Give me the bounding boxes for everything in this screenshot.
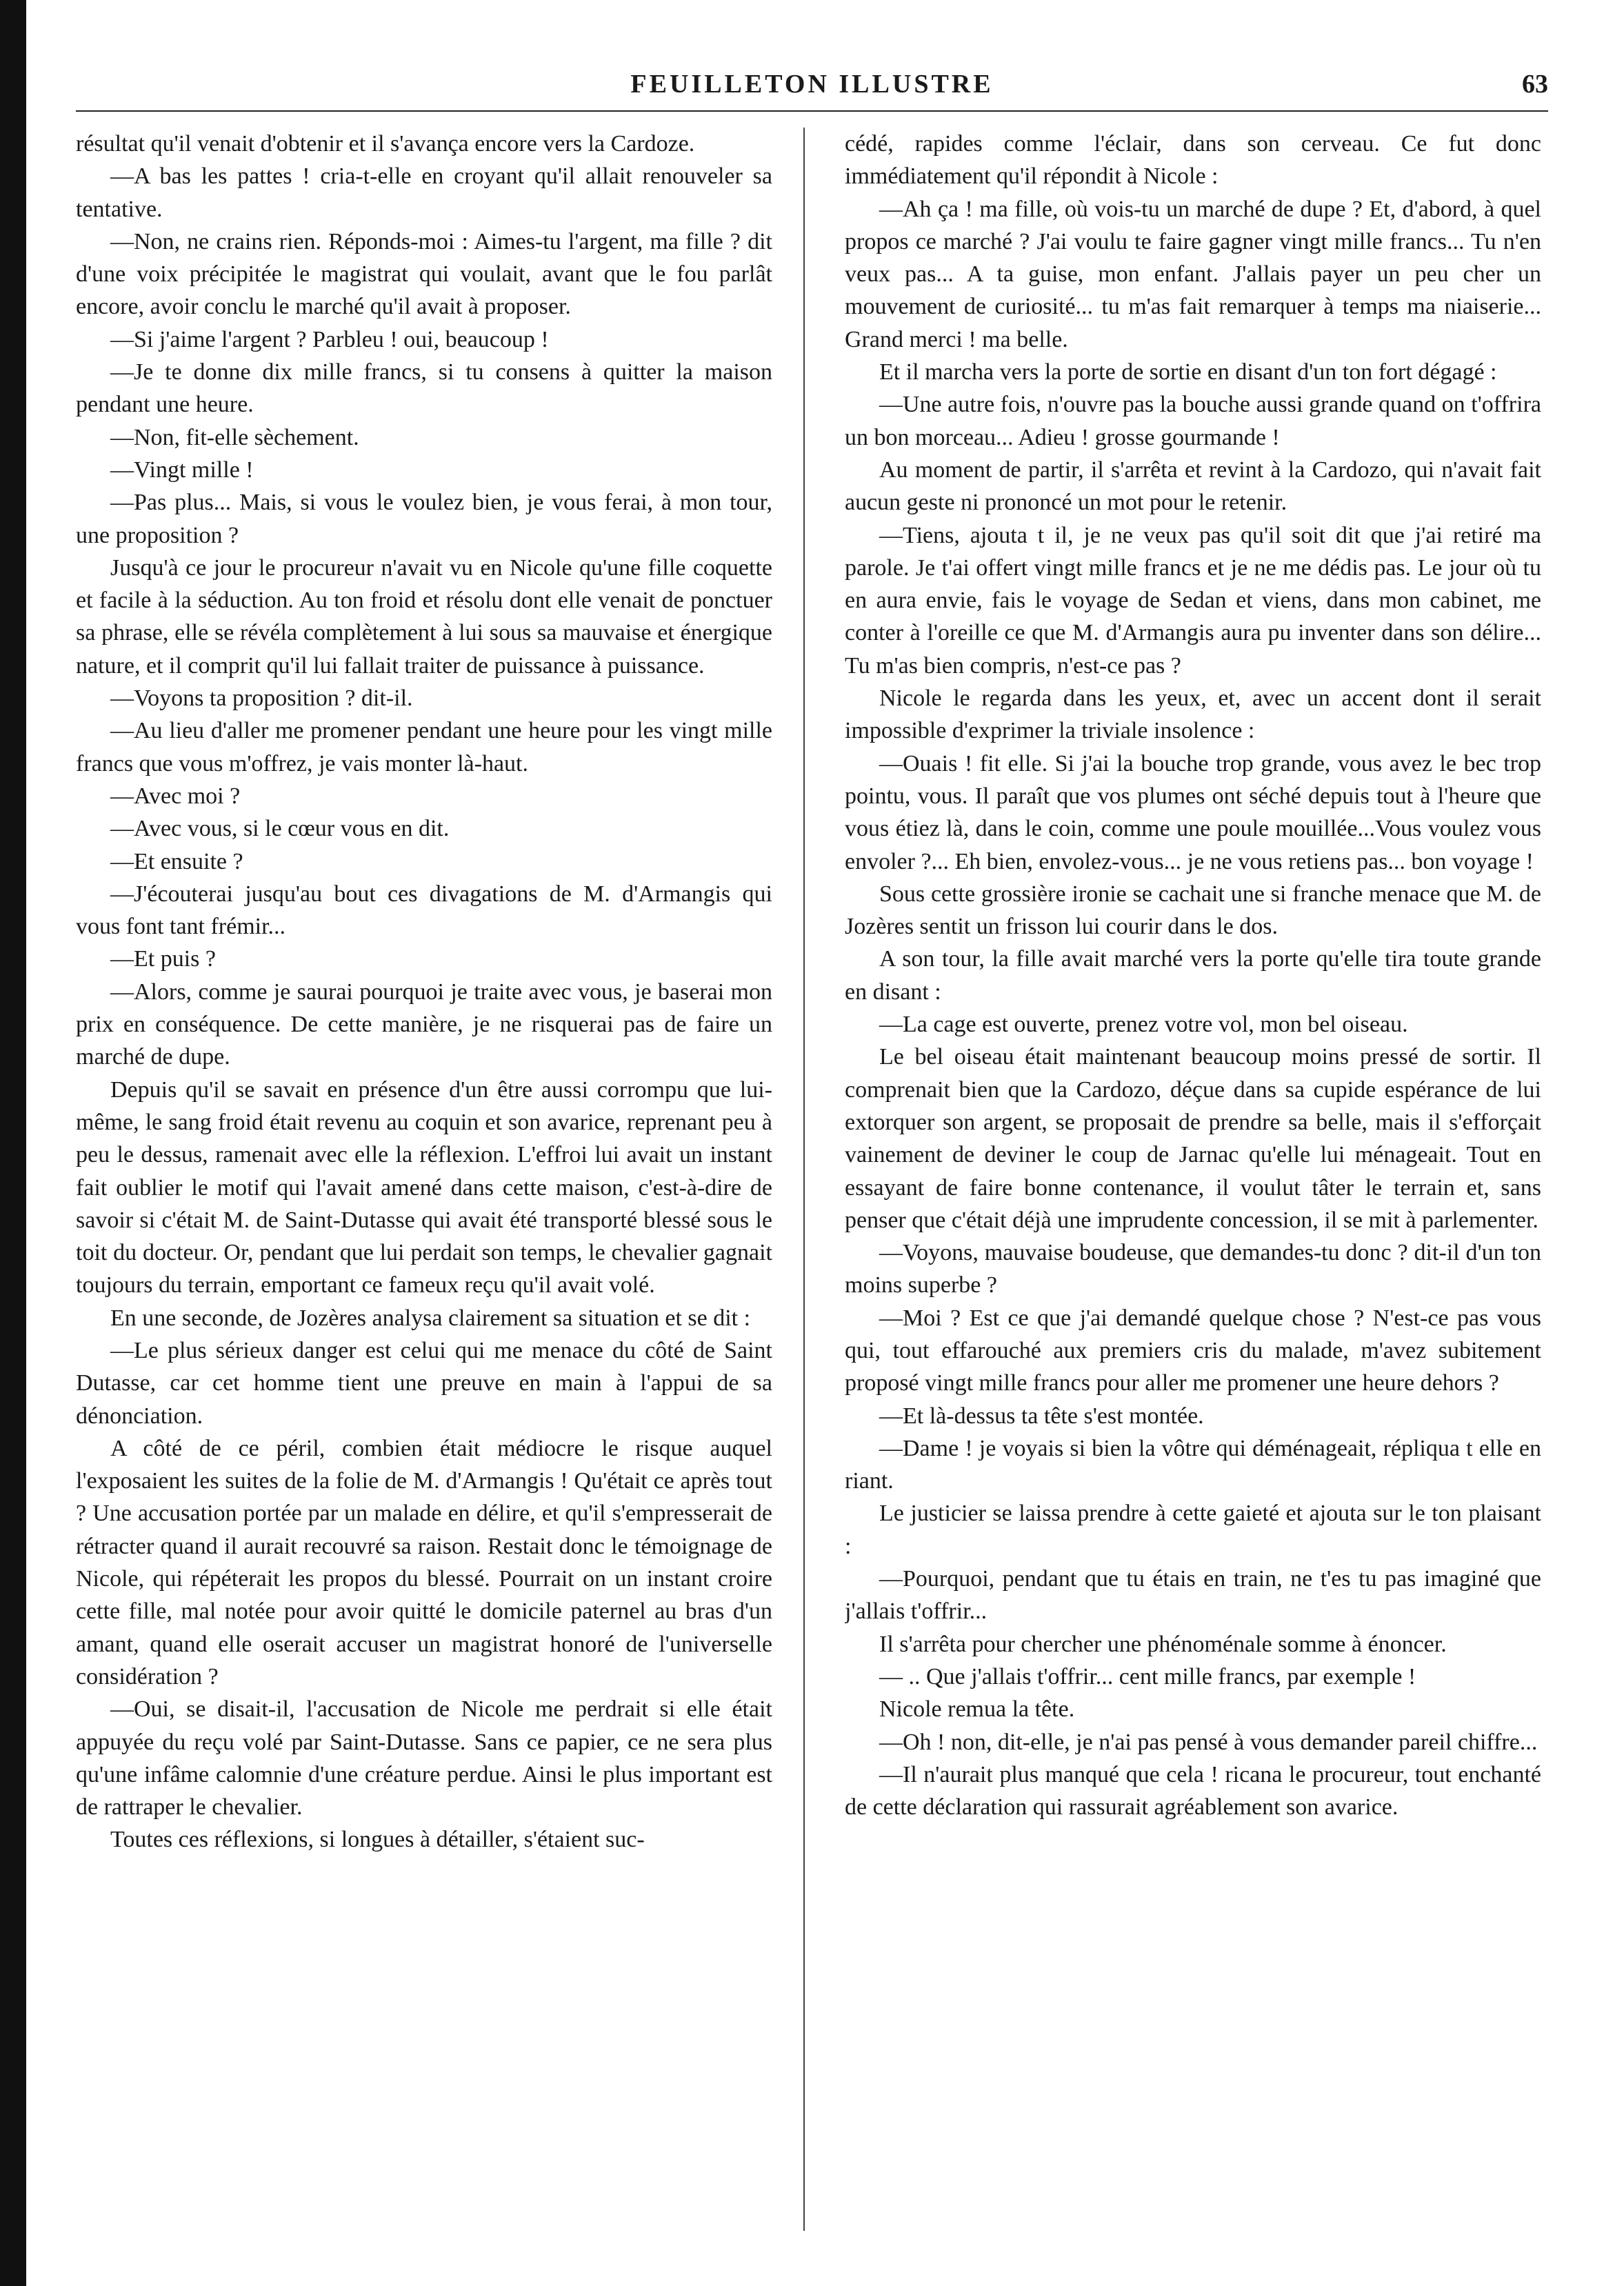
scan-edge-bar <box>0 0 26 2286</box>
paragraph: —A bas les pattes ! cria-t-elle en croyant qu'il allait renouveler sa tentative. <box>76 163 772 222</box>
paragraph: —Alors, comme je saurai pourquoi je traite avec vous, je baserai mon prix en conséquence. De cette manière, je ne risquerai pas de faire un marché de dupe. <box>76 979 772 1070</box>
paragraph: —Et puis ? <box>110 946 216 972</box>
paragraph: —La cage est ouverte, prenez votre vol, mon bel oiseau. <box>879 1012 1408 1038</box>
paragraph: Le bel oiseau était maintenant beaucoup moins pressé de sortir. Il comprenait bien que la Cardozo, déçue dans sa cupide espérance de lui extorquer son argent, se proposait de prendre sa belle, mais il s'efforçait vainement de deviner le coup de Jarnac qu'elle lui ménageait. Tout en essayant de faire bonne contenance, il voulut tâter le terrain et, sans penser que c'était déjà une imprudente concession, il se mit à parlementer. <box>845 1044 1541 1233</box>
paragraph: Il s'arrêta pour chercher une phénoménale somme à énoncer. <box>879 1631 1447 1657</box>
paragraph: —Dame ! je voyais si bien la vôtre qui déménageait, répliqua t elle en riant. <box>845 1435 1541 1494</box>
paragraph: —Au lieu d'aller me promener pendant une heure pour les vingt mille francs que vous m'offrez, je vais monter là-haut. <box>76 718 772 776</box>
paragraph: —Je te donne dix mille francs, si tu consens à quitter la maison pendant une heure. <box>76 359 772 418</box>
running-title: FEUILLETON ILLUSTRE <box>630 70 994 99</box>
paragraph: —Et ensuite ? <box>110 848 243 874</box>
paragraph: —Voyons ta proposition ? dit-il. <box>110 685 413 712</box>
paragraph: —Ouais ! fit elle. Si j'ai la bouche trop grande, vous avez le bec trop pointu, vous. Il paraît que vos plumes ont séché depuis tout à l'heure que vous étiez là, dans le coin, comme une poule mouillée...Vous voulez vous envoler ?... Eh bien, envolez-vous... je ne vous retiens pas... bon voyage ! <box>845 750 1541 874</box>
paragraph: —Une autre fois, n'ouvre pas la bouche aussi grande quand on t'offrira un bon morceau... Adieu ! grosse gourmande ! <box>845 392 1541 450</box>
paragraph: A côté de ce péril, combien était médiocre le risque auquel l'exposaient les suites de la folie de M. d'Armangis ! Qu'était ce après tout ? Une accusation portée par un malade en délire, et qu'il s'empresserait de rétracter quand il aurait recouvré sa raison. Restait donc le témoignage de Nicole, qui répéterait les propos du blessé. Pourrait on un instant croire cette fille, mal notée pour avoir quitté le domicile paternel au bras d'un amant, quand elle oserait accuser un magistrat honoré de l'universelle considération ? <box>76 1435 772 1690</box>
paragraph: En une seconde, de Jozères analysa clairement sa situation et se dit : <box>110 1305 751 1331</box>
paragraph: Le justicier se laissa prendre à cette gaieté et ajouta sur le ton plaisant : <box>845 1501 1541 1559</box>
paragraph: —Ah ça ! ma fille, où vois-tu un marché de dupe ? Et, d'abord, à quel propos ce marché ? J'ai voulu te faire gagner vingt mille francs... Tu n'en veux pas... A ta guise, mon enfant. J'allais payer un peu cher un mouvement de curiosité... tu m'as fait remarquer à temps ma niaiserie... Grand merci ! ma belle. <box>845 196 1541 352</box>
paragraph: —J'écouterai jusqu'au bout ces divagations de M. d'Armangis qui vous font tant frémir... <box>76 881 772 940</box>
paragraph: Sous cette grossière ironie se cachait une si franche menace que M. de Jozères sentit un frisson lui courir dans le dos. <box>845 881 1541 940</box>
paragraph: —Avec moi ? <box>110 783 241 809</box>
paragraph: Depuis qu'il se savait en présence d'un être aussi corrompu que lui-même, le sang froid était revenu au coquin et son avarice, reprenant peu à peu le dessus, ramenait avec elle la réflexion. L'effroi lui avait un instant fait oublier le motif qui l'avait amené dans cette maison, c'est-à-dire de savoir si c'était M. de Saint-Dutasse qui avait été transporté blessé sous le toit du docteur. Or, pendant que lui perdait son temps, le chevalier gagnait toujours du terrain, emportant ce fameux reçu qu'il avait volé. <box>76 1076 772 1299</box>
paragraph: —Non, fit-elle sèchement. <box>110 424 359 450</box>
column-divider <box>803 128 805 2231</box>
paragraph: —Voyons, mauvaise boudeuse, que demandes-tu donc ? dit-il d'un ton moins superbe ? <box>845 1240 1541 1299</box>
paragraph: —Pourquoi, pendant que tu étais en train, ne t'es tu pas imaginé que j'allais t'offrir... <box>845 1566 1541 1625</box>
paragraph: résultat qu'il venait d'obtenir et il s'avança encore vers la Cardoze. <box>76 131 695 157</box>
paragraph: Au moment de partir, il s'arrêta et revint à la Cardozo, qui n'avait fait aucun geste ni prononcé un mot pour le retenir. <box>845 457 1541 516</box>
paragraph: —Pas plus... Mais, si vous le voulez bien, je vous ferai, à mon tour, une proposition ? <box>76 490 772 548</box>
page-number: 63 <box>1522 70 1548 99</box>
paragraph: Toutes ces réflexions, si longues à détailler, s'étaient suc- <box>110 1827 645 1853</box>
paragraph: —Le plus sérieux danger est celui qui me menace du côté de Saint Dutasse, car cet homme tient une preuve en main à l'appui de sa dénonciation. <box>76 1337 772 1429</box>
paragraph: Jusqu'à ce jour le procureur n'avait vu en Nicole qu'une fille coquette et facile à la séduction. Au ton froid et résolu dont elle venait de ponctuer sa phrase, elle se révéla complètement à lui sous sa mauvaise et énergique nature, et il comprit qu'il lui fallait traiter de puissance à puissance. <box>76 554 772 679</box>
paragraph: — .. Que j'allais t'offrir... cent mille francs, par exemple ! <box>879 1663 1416 1690</box>
paragraph: —Tiens, ajouta t il, je ne veux pas qu'il soit dit que j'ai retiré ma parole. Je t'ai offert vingt mille francs et je ne me dédis pas. Le jour où tu en aura envie, fais le voyage de Sedan et viens, dans mon cabinet, me conter à l'oreille ce que M. d'Armangis aura pu inventer dans son délire... Tu m'as bien compris, n'est-ce pas ? <box>845 522 1541 679</box>
page-header <box>76 69 1548 102</box>
paragraph: —Avec vous, si le cœur vous en dit. <box>110 816 450 842</box>
paragraph: A son tour, la fille avait marché vers la porte qu'elle tira toute grande en disant : <box>845 946 1541 1005</box>
paragraph: —Non, ne crains rien. Réponds-moi : Aimes-tu l'argent, ma fille ? dit d'une voix précipitée le magistrat qui voulait, avant que le fou parlât encore, avoir conclu le marché qu'il avait à proposer. <box>76 228 772 320</box>
paragraph: Nicole le regarda dans les yeux, et, avec un accent dont il serait impossible d'exprimer la triviale insolence : <box>845 685 1541 744</box>
left-column <box>76 128 772 2231</box>
right-column <box>845 128 1541 2231</box>
paragraph: —Moi ? Est ce que j'ai demandé quelque chose ? N'est-ce pas vous qui, tout effarouché aux premiers cris du malade, m'avez subitement proposé vingt mille francs pour aller me promener une heure dehors ? <box>845 1305 1541 1396</box>
paragraph: —Il n'aurait plus manqué que cela ! ricana le procureur, tout enchanté de cette déclaration qui rassurait agréablement son avarice. <box>845 1761 1541 1821</box>
paragraph: —Et là-dessus ta tête s'est montée. <box>879 1403 1204 1429</box>
paragraph: Nicole remua la tête. <box>879 1696 1075 1723</box>
paragraph: Et il marcha vers la porte de sortie en disant d'un ton fort dégagé : <box>879 359 1497 385</box>
paragraph: —Oh ! non, dit-elle, je n'ai pas pensé à vous demander pareil chiffre... <box>879 1729 1538 1755</box>
paragraph: —Oui, se disait-il, l'accusation de Nicole me perdrait si elle était appuyée du reçu volé par Saint-Dutasse. Sans ce papier, ce ne sera plus qu'une infâme calomnie d'une créature perdue. Ainsi le plus important est de rattraper le chevalier. <box>76 1696 772 1821</box>
paragraph: cédé, rapides comme l'éclair, dans son cerveau. Ce fut donc immédiatement qu'il répondit à Nicole : <box>845 131 1541 190</box>
paragraph: —Vingt mille ! <box>110 457 254 483</box>
header-rule <box>76 110 1548 112</box>
paragraph: —Si j'aime l'argent ? Parbleu ! oui, beaucoup ! <box>110 326 549 352</box>
